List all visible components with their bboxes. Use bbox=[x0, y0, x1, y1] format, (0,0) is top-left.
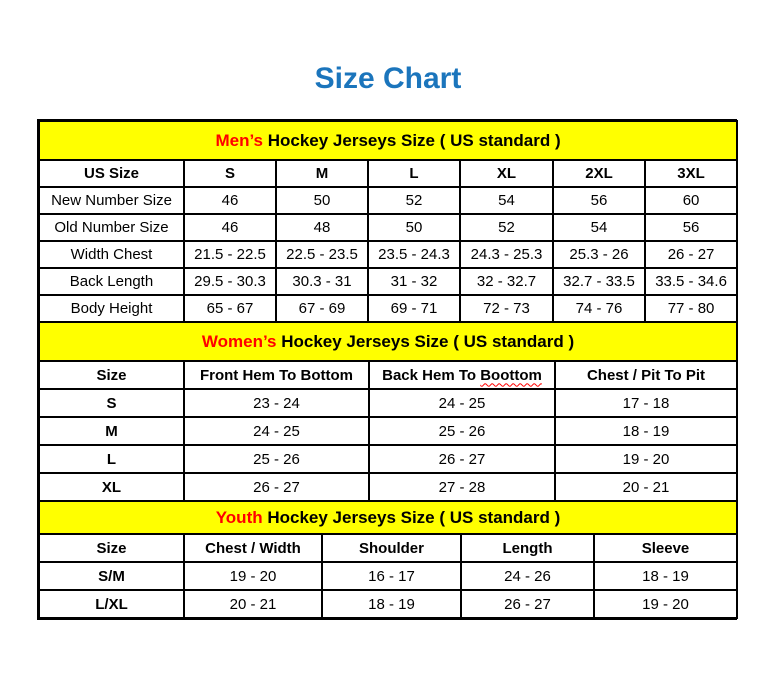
mens-column-header-row bbox=[39, 160, 737, 187]
value-cell: 18 - 19 bbox=[594, 562, 737, 590]
womens-section-rest: Hockey Jerseys Size ( US standard ) bbox=[276, 331, 575, 351]
mens-section-rest: Hockey Jerseys Size ( US standard ) bbox=[263, 130, 561, 150]
value-cell: 65 - 67 bbox=[184, 295, 276, 322]
value-cell: 52 bbox=[368, 187, 460, 214]
value-cell: 18 - 19 bbox=[322, 590, 461, 618]
mens-section-title bbox=[39, 121, 737, 160]
table-row bbox=[39, 268, 737, 295]
value-cell: 56 bbox=[645, 214, 737, 241]
row-label-cell: Body Height bbox=[39, 295, 184, 322]
value-cell: 29.5 - 30.3 bbox=[184, 268, 276, 295]
youth-section-title bbox=[39, 501, 737, 534]
size-label-cell: XL bbox=[39, 473, 184, 501]
table-row bbox=[39, 241, 737, 268]
youth-section-highlight: Youth bbox=[215, 507, 263, 527]
value-cell: 50 bbox=[276, 187, 368, 214]
value-cell: 26 - 27 bbox=[645, 241, 737, 268]
value-cell: 19 - 20 bbox=[184, 562, 322, 590]
value-cell: 67 - 69 bbox=[276, 295, 368, 322]
youth-column-header-row bbox=[39, 534, 737, 562]
value-cell: 69 - 71 bbox=[368, 295, 460, 322]
value-cell: 23.5 - 24.3 bbox=[368, 241, 460, 268]
mens-size-table bbox=[38, 120, 738, 323]
value-cell: 30.3 - 31 bbox=[276, 268, 368, 295]
table-row bbox=[39, 214, 737, 241]
row-label-cell: New Number Size bbox=[39, 187, 184, 214]
header-cell: Size bbox=[39, 534, 184, 562]
value-cell: 25 - 26 bbox=[369, 417, 555, 445]
size-label-cell: L bbox=[39, 445, 184, 473]
table-row bbox=[39, 473, 737, 501]
header-cell: XL bbox=[460, 160, 553, 187]
value-cell: 25.3 - 26 bbox=[553, 241, 645, 268]
value-cell: 46 bbox=[184, 214, 276, 241]
youth-size-table bbox=[38, 500, 738, 619]
value-cell: 48 bbox=[276, 214, 368, 241]
value-cell: 24 - 26 bbox=[461, 562, 594, 590]
value-cell: 32 - 32.7 bbox=[460, 268, 553, 295]
header-cell: US Size bbox=[39, 160, 184, 187]
value-cell: 33.5 - 34.6 bbox=[645, 268, 737, 295]
womens-section-title bbox=[39, 322, 737, 361]
value-cell: 72 - 73 bbox=[460, 295, 553, 322]
womens-column-header-row bbox=[39, 361, 737, 389]
womens-section-highlight: Women’s bbox=[201, 331, 277, 351]
value-cell: 22.5 - 23.5 bbox=[276, 241, 368, 268]
value-cell: 18 - 19 bbox=[555, 417, 737, 445]
header-cell bbox=[369, 361, 555, 389]
value-cell: 26 - 27 bbox=[461, 590, 594, 618]
size-label-cell: S bbox=[39, 389, 184, 417]
value-cell: 32.7 - 33.5 bbox=[553, 268, 645, 295]
value-cell: 56 bbox=[553, 187, 645, 214]
header-cell: 3XL bbox=[645, 160, 737, 187]
table-row bbox=[39, 445, 737, 473]
table-row bbox=[39, 590, 737, 618]
value-cell: 54 bbox=[553, 214, 645, 241]
value-cell: 46 bbox=[184, 187, 276, 214]
header-cell: S bbox=[184, 160, 276, 187]
header-text: Back Hem To bbox=[382, 366, 481, 384]
row-label-cell: Width Chest bbox=[39, 241, 184, 268]
header-cell: Size bbox=[39, 361, 184, 389]
value-cell: 19 - 20 bbox=[555, 445, 737, 473]
table-row bbox=[39, 562, 737, 590]
value-cell: 60 bbox=[645, 187, 737, 214]
value-cell: 77 - 80 bbox=[645, 295, 737, 322]
table-row bbox=[39, 389, 737, 417]
value-cell: 23 - 24 bbox=[184, 389, 369, 417]
size-label-cell: L/XL bbox=[39, 590, 184, 618]
size-label-cell: S/M bbox=[39, 562, 184, 590]
youth-section-rest: Hockey Jerseys Size ( US standard ) bbox=[262, 507, 561, 527]
value-cell: 26 - 27 bbox=[184, 473, 369, 501]
value-cell: 20 - 21 bbox=[555, 473, 737, 501]
womens-size-table bbox=[38, 321, 738, 502]
mens-section-band bbox=[39, 121, 737, 160]
header-cell: Shoulder bbox=[322, 534, 461, 562]
table-row bbox=[39, 417, 737, 445]
header-cell: Length bbox=[461, 534, 594, 562]
header-cell: Sleeve bbox=[594, 534, 737, 562]
header-cell: Chest / Pit To Pit bbox=[555, 361, 737, 389]
header-cell: M bbox=[276, 160, 368, 187]
value-cell: 17 - 18 bbox=[555, 389, 737, 417]
value-cell: 25 - 26 bbox=[184, 445, 369, 473]
value-cell: 50 bbox=[368, 214, 460, 241]
header-cell: Front Hem To Bottom bbox=[184, 361, 369, 389]
value-cell: 24.3 - 25.3 bbox=[460, 241, 553, 268]
value-cell: 20 - 21 bbox=[184, 590, 322, 618]
value-cell: 16 - 17 bbox=[322, 562, 461, 590]
value-cell: 24 - 25 bbox=[184, 417, 369, 445]
size-label-cell: M bbox=[39, 417, 184, 445]
value-cell: 21.5 - 22.5 bbox=[184, 241, 276, 268]
youth-section-band bbox=[39, 501, 737, 534]
value-cell: 31 - 32 bbox=[368, 268, 460, 295]
value-cell: 74 - 76 bbox=[553, 295, 645, 322]
row-label-cell: Old Number Size bbox=[39, 214, 184, 241]
table-row bbox=[39, 295, 737, 322]
table-row bbox=[39, 187, 737, 214]
misspelled-word-spellcheck-underline: Boottom bbox=[480, 366, 542, 384]
header-cell: 2XL bbox=[553, 160, 645, 187]
header-cell: L bbox=[368, 160, 460, 187]
value-cell: 19 - 20 bbox=[594, 590, 737, 618]
page-title: Size Chart bbox=[314, 62, 462, 95]
row-label-cell: Back Length bbox=[39, 268, 184, 295]
size-chart bbox=[37, 119, 737, 620]
header-cell: Chest / Width bbox=[184, 534, 322, 562]
womens-section-band bbox=[39, 322, 737, 361]
value-cell: 24 - 25 bbox=[369, 389, 555, 417]
value-cell: 27 - 28 bbox=[369, 473, 555, 501]
value-cell: 26 - 27 bbox=[369, 445, 555, 473]
value-cell: 54 bbox=[460, 187, 553, 214]
value-cell: 52 bbox=[460, 214, 553, 241]
mens-section-highlight: Men’s bbox=[215, 130, 263, 150]
